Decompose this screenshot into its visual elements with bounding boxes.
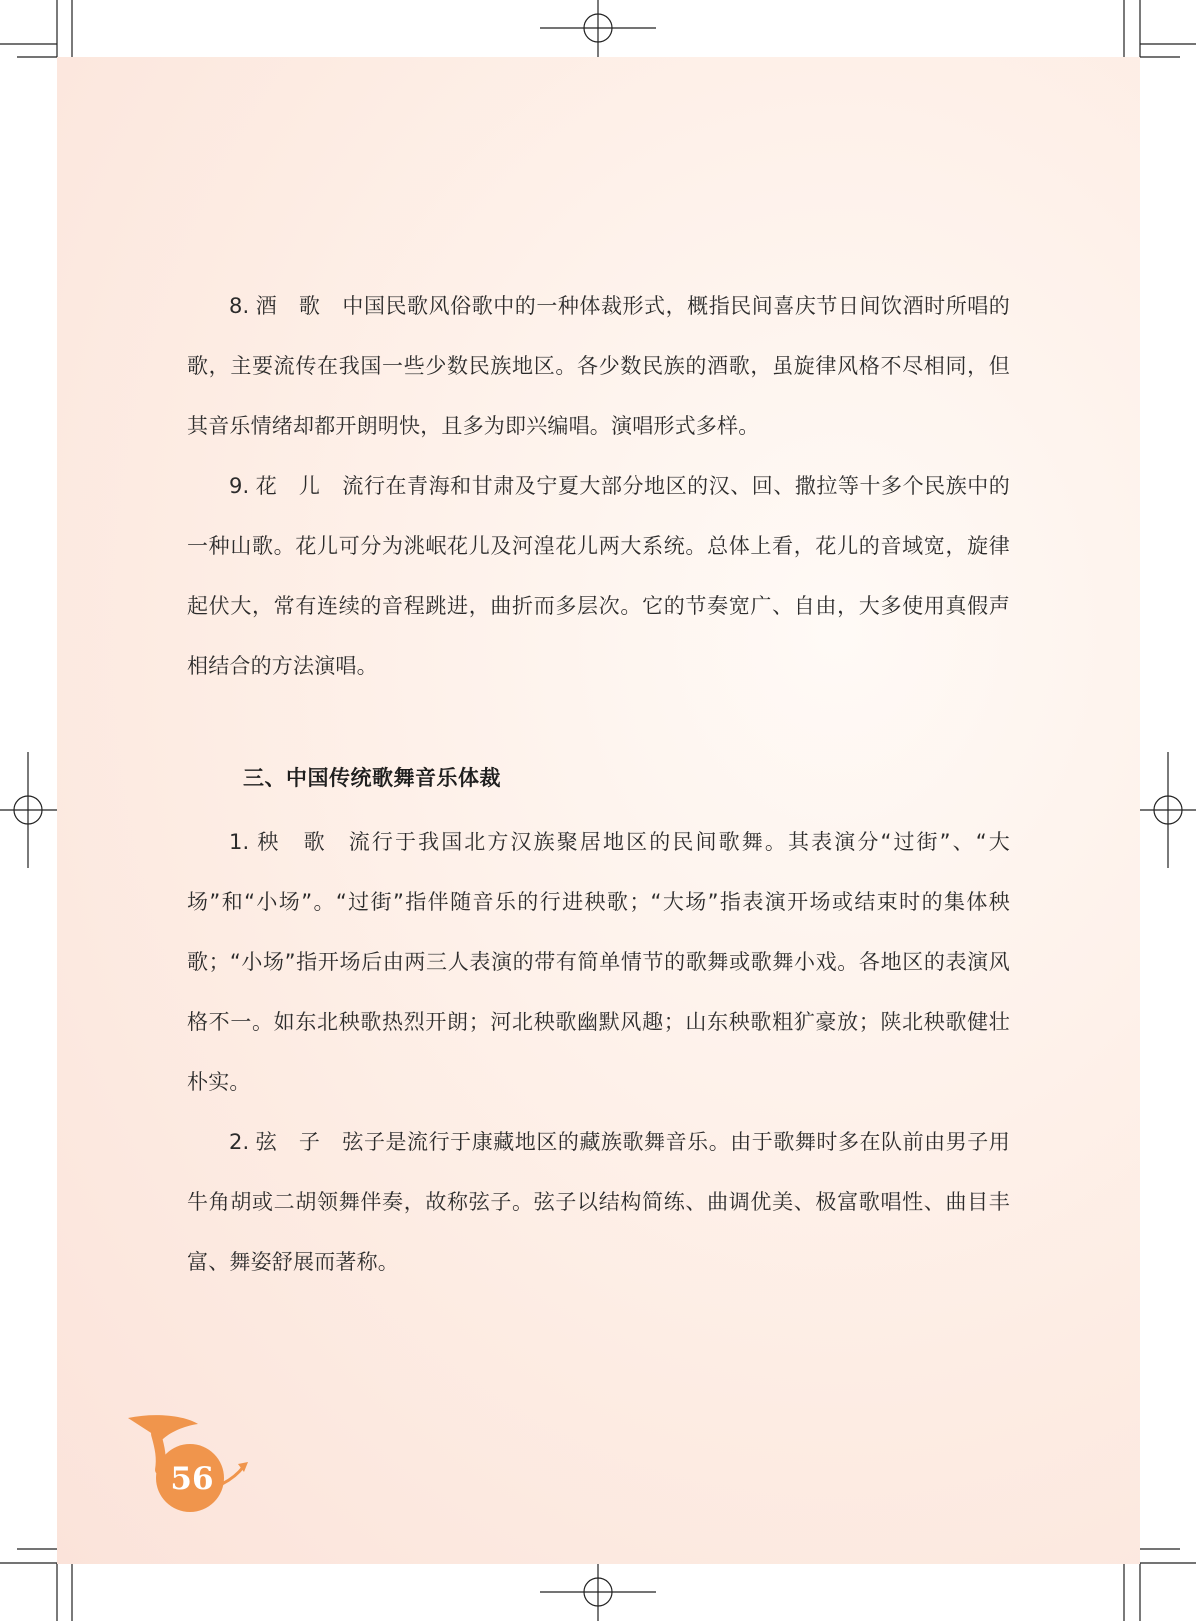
item-text: 流行在青海和甘肃及宁夏大部分地区的汉、回、撒拉等十多个民族中的一种山歌。花儿可分为洮岷花儿及河湟花儿两大系统。总体上看，花儿的音域宽，旋律起伏大，常有连续的音程跳进，曲折而多层次。它的节奏宽广、自由，大多使用真假声相结合的方法演唱。 [187,474,1010,678]
paragraph-xianzi [187,1112,1010,1292]
page-number: 56 [170,1461,214,1497]
paragraph-yangge [187,812,1010,1112]
item-term: 酒 歌 [255,294,321,318]
item-number: 8. [229,294,250,318]
page-content [187,276,1010,1292]
item-term: 花 儿 [255,474,321,498]
item-number: 9. [229,474,250,498]
item-term: 弦 子 [255,1130,321,1154]
paragraph-huaer [187,456,1010,696]
item-text: 流行于我国北方汉族聚居地区的民间歌舞。其表演分“过街”、“大场”和“小场”。“过街”指伴随音乐的行进秧歌；“大场”指表演开场或结束时的集体秧歌；“小场”指开场后由两三人表演的带有简单情节的歌舞或歌舞小戏。各地区的表演风格不一。如东北秧歌热烈开朗；河北秧歌幽默风趣；山东秧歌粗犷豪放；陕北秧歌健壮朴实。 [187,830,1010,1094]
item-term: 秧 歌 [255,830,327,854]
item-text: 弦子是流行于康藏地区的藏族歌舞音乐。由于歌舞时多在队前由男子用牛角胡或二胡领舞伴奏，故称弦子。弦子以结构简练、曲调优美、极富歌唱性、曲目丰富、舞姿舒展而著称。 [187,1130,1010,1274]
paragraph-jiuge [187,276,1010,456]
section-heading: 三、中国传统歌舞音乐体裁 [243,766,501,790]
item-number: 1. [229,830,250,854]
item-text: 中国民歌风俗歌中的一种体裁形式，概指民间喜庆节日间饮酒时所唱的歌，主要流传在我国一些少数民族地区。各少数民族的酒歌，虽旋律风格不尽相同，但其音乐情绪却都开朗明快，且多为即兴编唱。演唱形式多样。 [187,294,1010,438]
item-number: 2. [229,1130,250,1154]
